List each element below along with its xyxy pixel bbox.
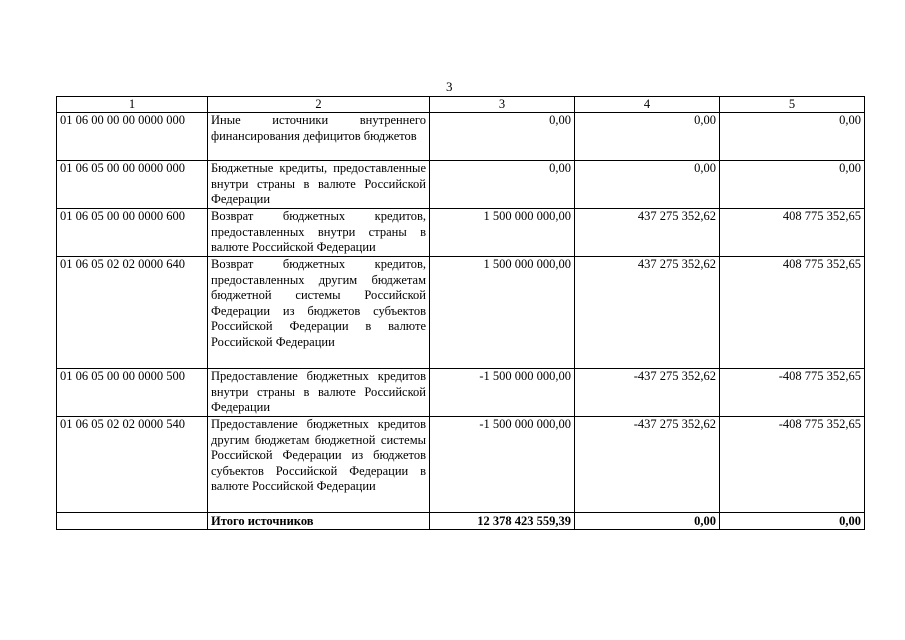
total-label: Итого источников — [208, 513, 430, 530]
total-col5-cell: 0,00 — [720, 513, 865, 530]
column-header-3: 3 — [430, 97, 575, 113]
description-cell: Бюджетные кредиты, предоставленные внутри страны в валюте Российской Федерации — [208, 161, 430, 209]
table-row — [57, 113, 865, 161]
table-row — [57, 257, 865, 369]
table-header-row — [57, 97, 865, 113]
amount-col3-cell: 1 500 000 000,00 — [430, 209, 575, 257]
amount-col4-cell: 437 275 352,62 — [575, 257, 720, 369]
total-col3-cell: 12 378 423 559,39 — [430, 513, 575, 530]
amount-col5-cell: 408 775 352,65 — [720, 209, 865, 257]
amount-col4-cell: 0,00 — [575, 161, 720, 209]
total-code-cell — [57, 513, 208, 530]
amount-col5-cell: -408 775 352,65 — [720, 369, 865, 417]
budget-code-cell: 01 06 05 00 00 0000 500 — [57, 369, 208, 417]
amount-col4-cell: 437 275 352,62 — [575, 209, 720, 257]
budget-code-cell: 01 06 05 00 00 0000 000 — [57, 161, 208, 209]
budget-code-cell: 01 06 05 02 02 0000 540 — [57, 417, 208, 513]
column-header-4: 4 — [575, 97, 720, 113]
description-cell: Предоставление бюджетных кредитов другим бюджетам бюджетной системы Российской Федерации из бюджетов субъектов Российской Федерации в валюте Российской Федерации — [208, 417, 430, 513]
amount-col5-cell: 408 775 352,65 — [720, 257, 865, 369]
amount-col3-cell: 0,00 — [430, 113, 575, 161]
amount-col3-cell: 0,00 — [430, 161, 575, 209]
budget-code-cell: 01 06 00 00 00 0000 000 — [57, 113, 208, 161]
table-row — [57, 417, 865, 513]
amount-col4-cell: -437 275 352,62 — [575, 369, 720, 417]
description-cell: Иные источники внутреннего финансирования дефицитов бюджетов — [208, 113, 430, 161]
amount-col4-cell: -437 275 352,62 — [575, 417, 720, 513]
amount-col4-cell: 0,00 — [575, 113, 720, 161]
budget-code-cell: 01 06 05 02 02 0000 640 — [57, 257, 208, 369]
page-number: 3 — [446, 79, 453, 94]
description-cell: Предоставление бюджетных кредитов внутри страны в валюте Российской Федерации — [208, 369, 430, 417]
amount-col3-cell: -1 500 000 000,00 — [430, 369, 575, 417]
column-header-5: 5 — [720, 97, 865, 113]
amount-col3-cell: -1 500 000 000,00 — [430, 417, 575, 513]
amount-col5-cell: -408 775 352,65 — [720, 417, 865, 513]
amount-col5-cell: 0,00 — [720, 113, 865, 161]
amount-col5-cell: 0,00 — [720, 161, 865, 209]
column-header-1: 1 — [57, 97, 208, 113]
amount-col3-cell: 1 500 000 000,00 — [430, 257, 575, 369]
budget-code-cell: 01 06 05 00 00 0000 600 — [57, 209, 208, 257]
total-row — [57, 513, 865, 530]
column-header-2: 2 — [208, 97, 430, 113]
table-row — [57, 161, 865, 209]
description-cell: Возврат бюджетных кредитов, предоставленных другим бюджетам бюджетной системы Российской Федерации из бюджетов субъектов Российской Федерации в валюте Российской Федерации — [208, 257, 430, 369]
table-row — [57, 209, 865, 257]
total-col4-cell: 0,00 — [575, 513, 720, 530]
budget-sources-table — [56, 96, 865, 530]
description-cell: Возврат бюджетных кредитов, предоставленных внутри страны в валюте Российской Федерации — [208, 209, 430, 257]
table-row — [57, 369, 865, 417]
